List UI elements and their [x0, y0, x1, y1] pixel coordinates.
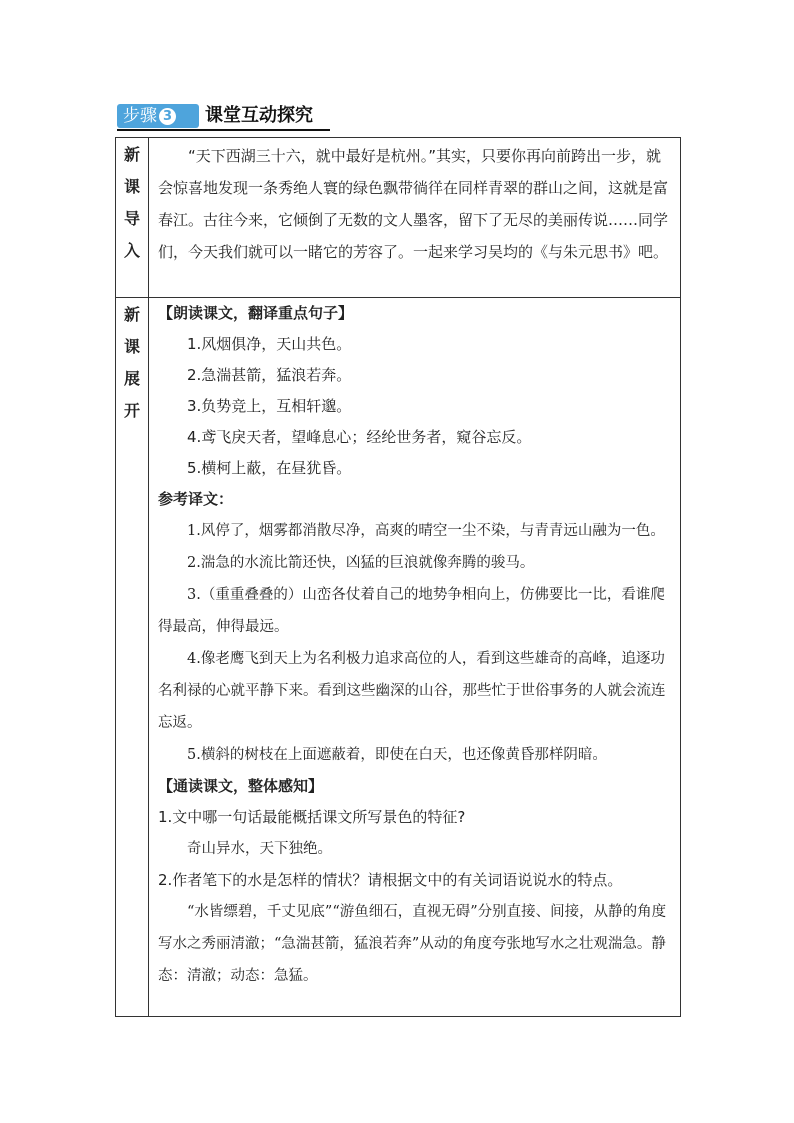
- intro-label-char: 新: [123, 145, 140, 164]
- answer: 奇山异水，天下独绝。: [187, 841, 332, 857]
- expand-label-char: 展: [123, 369, 140, 388]
- intro-label-char: 导: [123, 209, 140, 228]
- expand-label-char: 课: [123, 337, 140, 356]
- intro-content-cell: [149, 138, 681, 298]
- step-underline: [117, 129, 330, 131]
- step-badge: [117, 104, 199, 128]
- translation-item: 2.湍急的水流比箭还快，凶猛的巨浪就像奔腾的骏马。: [187, 555, 535, 571]
- translation-item: 3.（重重叠叠的）山峦各仗着自己的地势争相向上，仿佛要比一比，看谁爬得最高，伸得最远。: [158, 587, 665, 635]
- step-header: [117, 104, 680, 130]
- step-number-icon: 3: [159, 108, 176, 125]
- expand-label-char: 新: [123, 305, 140, 324]
- intro-paragraph: “天下西湖三十六，就中最好是杭州。”其实，只要你再向前跨出一步，就会惊喜地发现一条秀绝人寰的绿色飘带徜徉在同样青翠的群山之间，这就是富春江。古往今来，它倾倒了无数的文人墨客，留下了无尽的美丽传说……同学们，今天我们就可以一睹它的芳容了。一起来学习吴均的《与朱元思书》吧。: [158, 147, 669, 261]
- intro-row: [116, 138, 681, 298]
- expand-label-char: 开: [123, 401, 140, 420]
- key-sentence: 2.急湍甚箭，猛浪若奔。: [187, 366, 352, 384]
- translation-item: 4.像老鹰飞到天上为名利极力追求高位的人，看到这些雄奇的高峰，追逐功名利禄的心就平静下来。看到这些幽深的山谷，那些忙于世俗事务的人就会流连忘返。: [158, 651, 666, 731]
- question: 2.作者笔下的水是怎样的情状？请根据文中的有关词语说说水的特点。: [158, 871, 623, 889]
- answer: “水皆缥碧，千丈见底”“游鱼细石，直视无碍”分别直接、间接，从静的角度写水之秀丽清澈；“急湍甚箭，猛浪若奔”从动的角度夸张地写水之壮观湍急。静态：清澈；动态：急猛。: [158, 904, 667, 984]
- expand-row: [116, 298, 681, 1017]
- question: 1.文中哪一句话最能概括课文所写景色的特征?: [158, 808, 466, 826]
- intro-label: [117, 139, 147, 267]
- lesson-table: [115, 137, 681, 1017]
- reference-translation-title: 参考译文：: [158, 490, 234, 508]
- step-badge-label: 步骤: [123, 106, 157, 126]
- expand-label: [117, 299, 147, 427]
- intro-label-cell: [116, 138, 149, 298]
- translation-item: 1.风停了，烟雾都消散尽净，高爽的晴空一尘不染，与青青远山融为一色。: [187, 523, 665, 539]
- step-title: 课堂互动探究: [205, 105, 313, 126]
- key-sentence: 3.负势竞上，互相轩邈。: [187, 397, 352, 415]
- expand-label-cell: [116, 298, 149, 1017]
- section-title-overview: 【通读课文，整体感知】: [158, 777, 324, 795]
- key-sentence: 4.鸢飞戾天者，望峰息心；经纶世务者，窥谷忘反。: [187, 428, 532, 446]
- translation-item: 5.横斜的树枝在上面遮蔽着，即使在白天，也还像黄昏那样阴暗。: [187, 747, 607, 763]
- section-title-reading: 【朗读课文，翻译重点句子】: [158, 304, 354, 322]
- intro-label-char: 课: [123, 177, 140, 196]
- key-sentence: 1.风烟俱净，天山共色。: [187, 335, 352, 353]
- expand-content-cell: [149, 298, 681, 1017]
- intro-label-char: 入: [123, 241, 140, 260]
- key-sentence: 5.横柯上蔽，在昼犹昏。: [187, 459, 352, 477]
